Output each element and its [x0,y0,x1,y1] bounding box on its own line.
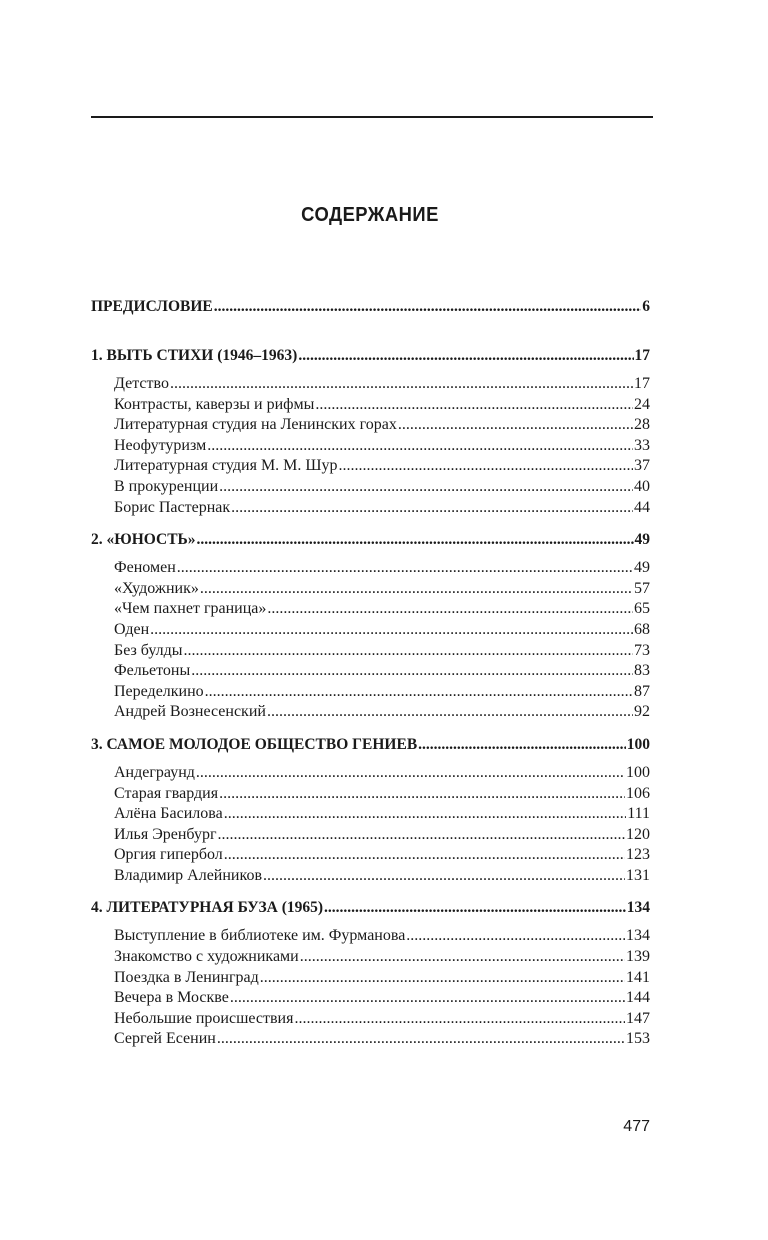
toc-subentry-page: 92 [634,703,650,721]
toc-subentry-page: 123 [626,846,650,864]
toc-subentry-title: Борис Пастернак [114,498,231,516]
leader-dots [224,845,625,866]
toc-subentry-title: Сергей Есенин [114,1030,216,1048]
toc-subentry-page: 57 [634,579,650,597]
toc-subentry-page: 73 [634,641,650,659]
toc-subentry-title: Поездка в Ленинград [114,968,259,986]
leader-dots [219,784,625,805]
toc-subentry[interactable] [91,436,650,457]
toc-entry[interactable] [91,345,650,367]
toc-subentry[interactable] [91,702,650,723]
toc-chapter-4 [91,897,650,1050]
toc-subentry-page: 24 [634,395,650,413]
leader-dots [406,926,625,947]
toc-entry-title: 2. «ЮНОСТЬ» [91,531,196,549]
toc-subentry-page: 120 [626,825,650,843]
page-number: 477 [623,1118,650,1135]
leader-dots [230,988,625,1009]
leader-dots [219,477,633,498]
toc-subentry-title: Оргия гипербол [114,846,223,864]
toc-entry-page: 134 [626,899,650,917]
leader-dots [205,682,633,703]
toc-subentry-page: 100 [626,763,650,781]
page-title: СОДЕРЖАНИЕ [301,204,439,226]
toc-subentry-page: 44 [634,498,650,516]
toc-subentry-title: Литературная студия М. М. Шур [114,457,338,475]
toc-entry-page: 100 [626,735,650,753]
toc-entry[interactable] [91,296,650,318]
toc-subentry-title: «Чем пахнет граница» [114,600,267,618]
toc-entry[interactable] [91,529,650,551]
toc-subentry-page: 111 [627,805,650,823]
toc-subentry[interactable] [91,456,650,477]
leader-dots [170,374,633,395]
toc-subentry-page: 33 [634,436,650,454]
toc-subentry[interactable] [91,968,650,989]
leader-dots [177,558,633,579]
toc-subentry[interactable] [91,682,650,703]
toc-subentry-page: 139 [626,948,650,966]
toc-subentry-title: Небольшие происшествия [114,1009,294,1027]
toc-subentry[interactable] [91,1009,650,1030]
toc-subentry-title: Контрасты, каверзы и рифмы [114,395,315,413]
toc-subentry-title: Андрей Вознесенский [114,703,266,721]
toc-subentry-title: Владимир Алейников [114,866,262,884]
leader-dots [324,897,626,919]
leader-dots [150,620,633,641]
toc-subsection-list [91,558,650,723]
toc-subentry-title: Фельетоны [114,662,191,680]
toc-subentry-page: 153 [626,1030,650,1048]
toc-entry-title: 4. ЛИТЕРАТУРНАЯ БУЗА (1965) [91,899,324,917]
toc-entry-page: 6 [642,298,650,315]
header-rule [91,116,653,118]
toc-subentry[interactable] [91,825,650,846]
toc-entry-title: ПРЕДИСЛОВИЕ [91,298,213,315]
toc-entry-title: 3. САМОЕ МОЛОДОЕ ОБЩЕСТВО ГЕНИЕВ [91,735,418,753]
toc-chapter-1 [91,345,650,518]
leader-dots [339,456,633,477]
toc-subentry-page: 68 [634,620,650,638]
leader-dots [263,866,625,887]
leader-dots [196,763,625,784]
toc-subentry-title: Илья Эренбург [114,825,217,843]
toc-subentry-page: 144 [626,989,650,1007]
leader-dots [197,529,634,551]
leader-dots [217,1029,625,1050]
toc-subentry-page: 147 [626,1009,650,1027]
leader-dots [294,1009,625,1030]
toc-subentry[interactable] [91,988,650,1009]
toc-subentry[interactable] [91,641,650,662]
toc-subentry[interactable] [91,784,650,805]
toc-subentry-page: 83 [634,662,650,680]
toc-subentry-title: Выступление в библиотеке им. Фурманова [114,927,406,945]
toc-subentry[interactable] [91,498,650,519]
toc-subentry-title: «Художник» [114,579,199,597]
toc-subentry-page: 87 [634,682,650,700]
leader-dots [207,436,633,457]
toc-subentry-title: Неофутуризм [114,436,207,454]
toc-subentry-title: Феномен [114,559,176,577]
toc-subentry-page: 65 [634,600,650,618]
toc-subentry[interactable] [91,926,650,947]
toc-subentry-page: 134 [626,927,650,945]
leader-dots [191,661,633,682]
leader-dots [200,579,633,600]
toc-subentry[interactable] [91,804,650,825]
toc-subentry-title: Детство [114,375,169,392]
toc-subentry[interactable] [91,1029,650,1050]
toc-subentry[interactable] [91,947,650,968]
toc-subentry[interactable] [91,599,650,620]
leader-dots [184,641,633,662]
leader-dots [315,395,633,416]
toc-subentry[interactable] [91,415,650,436]
leader-dots [300,947,625,968]
leader-dots [398,415,633,436]
toc-subentry-page: 141 [626,968,650,986]
toc-subentry[interactable] [91,374,650,395]
leader-dots [260,968,625,989]
toc-subentry-page: 40 [634,477,650,495]
toc-subentry-page: 106 [626,784,650,802]
leader-dots [224,804,627,825]
toc-chapter-3 [91,734,650,887]
toc-subentry-title: Вечера в Москве [114,989,229,1007]
toc-entry-page: 49 [634,531,650,549]
leader-dots [267,702,633,723]
toc-subentry[interactable] [91,558,650,579]
toc-subentry[interactable] [91,579,650,600]
toc-subentry[interactable] [91,395,650,416]
toc-subentry[interactable] [91,845,650,866]
table-of-contents [91,296,650,1050]
toc-entry[interactable] [91,897,650,919]
toc-subentry[interactable] [91,661,650,682]
leader-dots [218,825,625,846]
leader-dots [267,599,633,620]
toc-section-preface [91,296,650,318]
leader-dots [418,734,626,756]
toc-subentry-page: 131 [626,866,650,884]
toc-subentry[interactable] [91,620,650,641]
toc-subentry-title: Без булды [114,641,183,659]
toc-subentry[interactable] [91,866,650,887]
toc-subentry-title: Литературная студия на Ленинских горах [114,416,397,434]
toc-subentry-title: Переделкино [114,682,204,700]
toc-subentry[interactable] [91,477,650,498]
toc-entry-title: 1. ВЫТЬ СТИХИ (1946–1963) [91,347,298,364]
toc-subsection-list [91,374,650,518]
toc-subentry-page: 49 [634,559,650,577]
leader-dots [214,296,642,318]
toc-subentry-title: Оден [114,620,150,638]
toc-chapter-2 [91,529,650,723]
toc-subsection-list [91,763,650,887]
leader-dots [298,345,633,367]
toc-entry[interactable] [91,734,650,756]
toc-entry-page: 17 [634,347,650,364]
leader-dots [231,498,633,519]
toc-subentry-title: Алёна Басилова [114,805,223,823]
toc-subentry-title: В прокуренции [114,477,219,495]
toc-subentry-title: Знакомство с художниками [114,948,299,966]
toc-subentry[interactable] [91,763,650,784]
toc-subentry-page: 28 [634,416,650,434]
toc-subentry-title: Старая гвардия [114,784,219,802]
toc-subentry-page: 17 [634,375,650,392]
toc-subentry-page: 37 [634,457,650,475]
toc-subsection-list [91,926,650,1050]
toc-subentry-title: Андеграунд [114,763,195,781]
